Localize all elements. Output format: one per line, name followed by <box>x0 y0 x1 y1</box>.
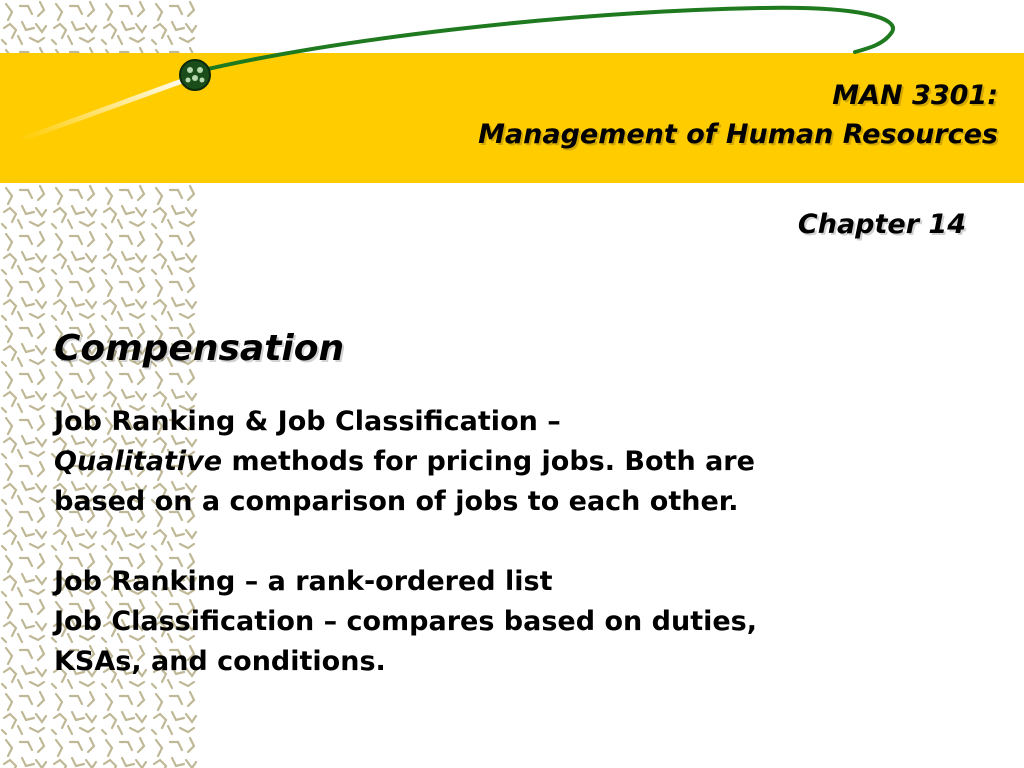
course-code: MAN 3301: <box>832 80 998 111</box>
body-line: KSAs, and conditions. <box>54 646 386 677</box>
chapter-label: Chapter 14 <box>797 209 966 240</box>
emphasis-text: Qualitative <box>54 446 223 477</box>
slide-body <box>54 402 984 682</box>
body-line: Job Classification – compares based on duties, <box>54 606 757 637</box>
body-line: Job Ranking – a rank-ordered list <box>54 566 553 597</box>
body-line <box>54 442 984 482</box>
body-line: based on a comparison of jobs to each other. <box>54 486 739 517</box>
course-name: Management of Human Resources <box>478 119 998 150</box>
slide-title: Compensation <box>54 328 345 369</box>
body-line: Job Ranking & Job Classification – <box>54 406 561 437</box>
molecule-node-icon <box>180 60 210 90</box>
body-text: methods for pricing jobs. Both are <box>222 446 755 477</box>
paragraph-gap <box>54 522 984 562</box>
